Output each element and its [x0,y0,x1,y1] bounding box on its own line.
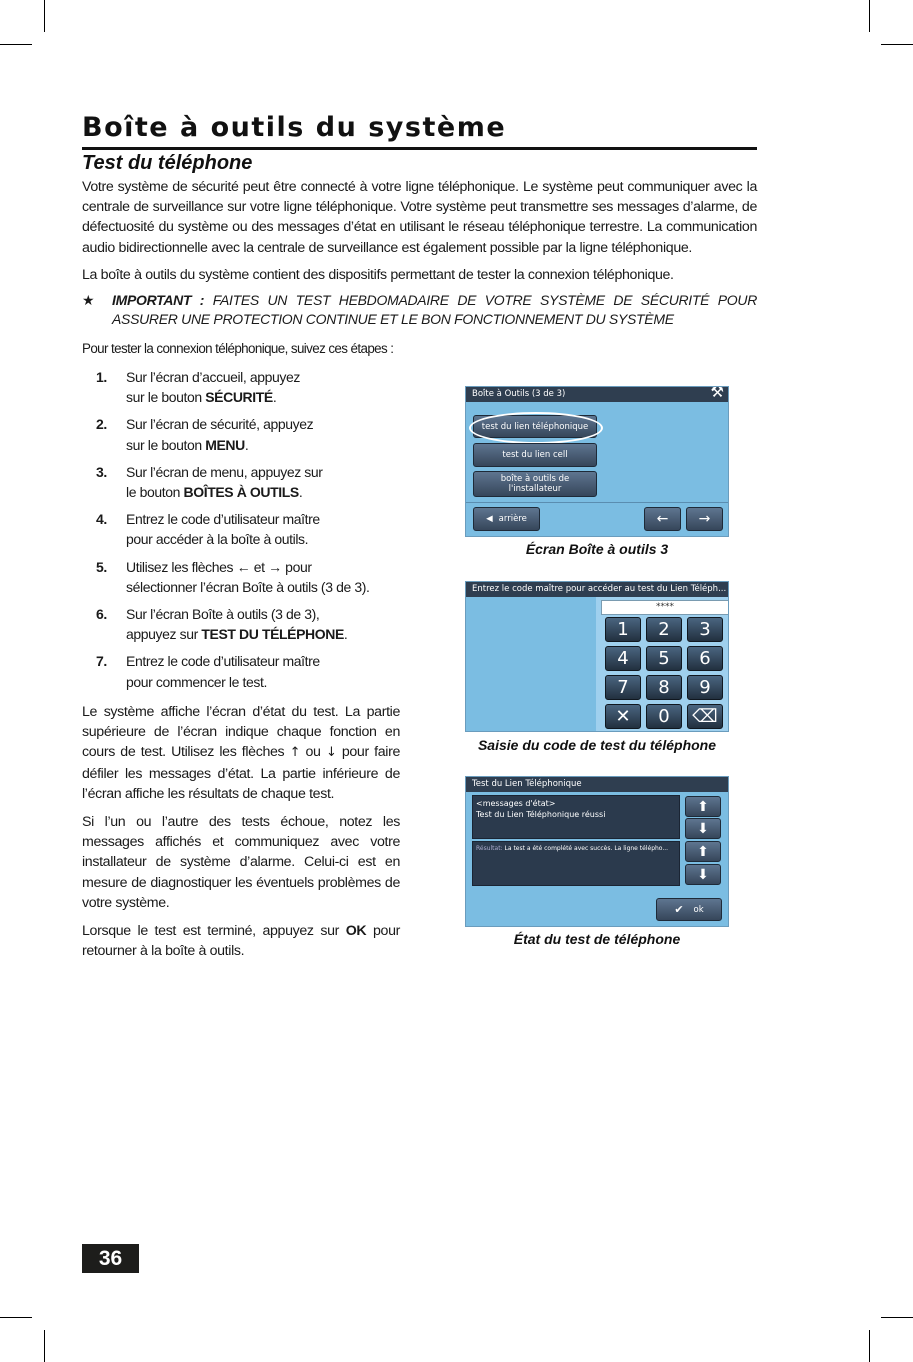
button-label: l'installateur [508,484,562,494]
crop-mark [44,0,45,32]
text-span: pour faire défiler les messages d’état. La partie inférieure de l’écran affiche les résultats de chaque test. [82,744,401,802]
step-number: 3. [96,463,107,480]
button-label: ok [693,904,704,915]
status-label: <messages d'état> [476,799,556,808]
important-label: IMPORTANT : [112,292,205,308]
star-icon: ★ [82,292,95,308]
step-text: . [244,436,249,453]
important-text [112,291,757,329]
title-rule [82,147,757,150]
step-bold: SÉCURITÉ [205,389,273,406]
page-number: 36 [82,1244,139,1273]
code-value: **** [656,602,674,612]
toolbox-screen [465,386,729,537]
step-text: Sur l’écran Boîte à outils (3 de 3), [126,606,320,623]
step-text: Entrez le code d’utilisateur maître [126,653,320,670]
screen-caption: État du test de téléphone [513,931,681,947]
backspace-icon: ⌫ [692,706,718,727]
status-message: Test du Lien Téléphonique réussi [476,810,606,819]
highlight-ring [469,412,603,444]
screen-header [466,582,728,597]
step-text: Utilisez les flèches ← et → pour [126,558,312,575]
page-title: Boîte à outils du système [82,112,507,143]
scroll-up-button[interactable] [685,841,721,862]
step-item [82,367,402,407]
status-messages-box [472,795,680,839]
step-text: pour accéder à la boîte à outils. [126,531,309,548]
crop-mark [0,1317,32,1318]
key-6[interactable] [687,646,723,671]
button-label: boîte à outils de [500,474,570,484]
step-number: 5. [96,558,107,575]
cell-link-test-button[interactable] [473,443,597,467]
screen-caption: Saisie du code de test du téléphone [477,737,717,753]
explanation-text [82,702,400,969]
screen-header-title: Entrez le code maître pour accéder au test du Lien Téléph... [472,584,727,594]
left-arrow-icon: ← [656,511,669,527]
up-arrow-icon: ⬆ [697,798,709,815]
button-label: test du lien cell [502,450,568,460]
step-text: sur le bouton [126,436,206,453]
key-9[interactable] [687,675,723,700]
key-label: 7 [617,677,629,698]
step-text: le bouton [126,484,184,501]
text-span: pour retourner à la boîte à outils. [82,923,400,960]
ok-button[interactable] [656,898,722,921]
result-box [472,841,680,886]
down-arrow-icon: ↓ [325,745,337,761]
step-text: Sur l’écran de menu, appuyez sur [126,463,323,480]
ok-label: OK [345,923,367,940]
step-item [82,509,402,549]
crop-mark [0,44,32,45]
test-status-screen [465,776,729,927]
screen-header-title: Boîte à Outils (3 de 3) [472,389,566,399]
step-text: appuyez sur [126,626,202,643]
step-number: 2. [96,416,107,433]
button-label: arrière [498,514,527,524]
intro-text [82,177,757,292]
step-item [82,604,402,644]
right-arrow-button[interactable] [686,507,723,531]
key-label: 5 [658,648,670,669]
screen-header [466,777,728,792]
key-label: 6 [699,648,711,669]
step-text: . [272,389,277,406]
step-bold: MENU [205,436,245,453]
result-label: Résultat: [476,845,503,852]
scroll-down-button[interactable] [685,818,721,839]
left-arrow-button[interactable] [644,507,681,531]
key-2[interactable] [646,617,682,642]
down-arrow-icon: ⬇ [697,866,709,883]
down-arrow-icon: ⬇ [697,820,709,837]
key-label: 4 [617,648,629,669]
crop-mark [881,1317,913,1318]
step-item [82,557,402,597]
screen-footer [466,502,729,503]
scroll-up-button[interactable] [685,796,721,817]
crop-mark [44,1330,45,1362]
key-label: 1 [617,619,629,640]
text-span: Le système affiche l’écran d’état du test. La partie supérieure de l’écran indique chaque fonction en cours de test. Utilisez les flèches [82,704,400,761]
key-5[interactable] [646,646,682,671]
screen-caption: Écran Boîte à outils 3 [525,541,669,557]
step-number: 4. [96,511,107,528]
step-text: Entrez le code d’utilisateur maître [126,511,320,528]
screen-header [466,387,728,402]
section-title: Test du téléphone [82,152,253,174]
tools-icon: ⚒ [710,386,724,401]
step-item [82,651,402,691]
paragraph-status [82,702,400,804]
step-bold: BOÎTES À OUTILS [183,484,299,501]
step-text: Sur l’écran d’accueil, appuyez [126,369,300,385]
clear-key[interactable] [605,704,641,729]
key-label: 9 [699,677,711,698]
key-8[interactable] [646,675,682,700]
steps-intro: Pour tester la connexion téléphonique, suivez ces étapes : [82,341,394,356]
check-icon: ✔ [674,902,684,916]
step-text: pour commencer le test. [126,673,267,690]
back-button[interactable] [473,507,540,531]
result-text: La test a été complété avec succès. La ligne télépho... [504,845,669,852]
key-label: 2 [658,619,670,640]
scroll-down-button[interactable] [685,864,721,885]
step-bold: TEST DU TÉLÉPHONE [201,626,344,643]
key-label: 3 [699,619,711,640]
close-icon: ✕ [615,706,631,727]
code-display [601,600,729,615]
code-entry-screen [465,581,729,732]
intro-paragraph-1: Votre système de sécurité peut être connecté à votre ligne téléphonique. Le système peut communiquer avec la centrale de surveillance sur votre ligne téléphonique. Votre système peut transmettre ses messages d’alarme, de défectuosité du système ou des messages d’état en utilisant le réseau téléphonique terrestre. La communication audio bidirectionnelle avec la centrale de surveillance est également possible par la ligne téléphonique. [82,179,757,256]
step-number: 6. [96,606,107,623]
step-text: . [298,484,303,501]
text-span: Lorsque le test est terminé, appuyez sur [82,923,346,940]
back-arrow-icon: ◀ [486,514,493,524]
important-body: FAITES UN TEST HEBDOMADAIRE DE VOTRE SYSTÈME DE SÉCURITÉ POUR ASSURER UNE PROTECTION CONTINUE ET LE BON FONCTIONNEMENT DU SYSTÈME [112,292,758,327]
right-arrow-icon: → [698,511,711,527]
step-item [82,462,402,502]
key-3[interactable] [687,617,723,642]
step-number: 1. [96,369,107,385]
step-number: 7. [96,653,107,670]
step-item [82,414,402,454]
paragraph-failure: Si l’un ou l’autre des tests échoue, notez les messages affichés et communiquez avec votre installateur de système d’alarme. Celui-ci est en mesure de diagnostiquer les éventuels problèmes de votre système. [82,814,400,911]
intro-paragraph-2: La boîte à outils du système contient des dispositifs permettant de tester la connexion téléphonique. [82,266,674,283]
important-notice [82,291,757,329]
installer-toolbox-button[interactable] [473,471,597,497]
button-label: test du lien téléphonique [481,421,589,432]
key-4[interactable] [605,646,641,671]
key-label: 8 [658,677,670,698]
crop-mark [869,1330,870,1362]
text-span: ou [300,744,326,761]
up-arrow-icon: ⬆ [697,843,709,860]
step-text: sélectionner l’écran Boîte à outils (3 de 3). [126,578,370,595]
up-arrow-icon: ↑ [289,745,301,761]
key-7[interactable] [605,675,641,700]
key-label: 0 [658,706,670,727]
key-1[interactable] [605,617,641,642]
key-0[interactable] [646,704,682,729]
crop-mark [869,0,870,32]
step-text: Sur l’écran de sécurité, appuyez [126,416,314,433]
screen-header-title: Test du Lien Téléphonique [472,779,582,789]
paragraph-ok [82,921,400,961]
crop-mark [881,44,913,45]
steps-list [82,367,402,699]
step-text: . [343,626,348,643]
backspace-key[interactable] [687,704,723,729]
step-text: sur le bouton [126,389,206,406]
